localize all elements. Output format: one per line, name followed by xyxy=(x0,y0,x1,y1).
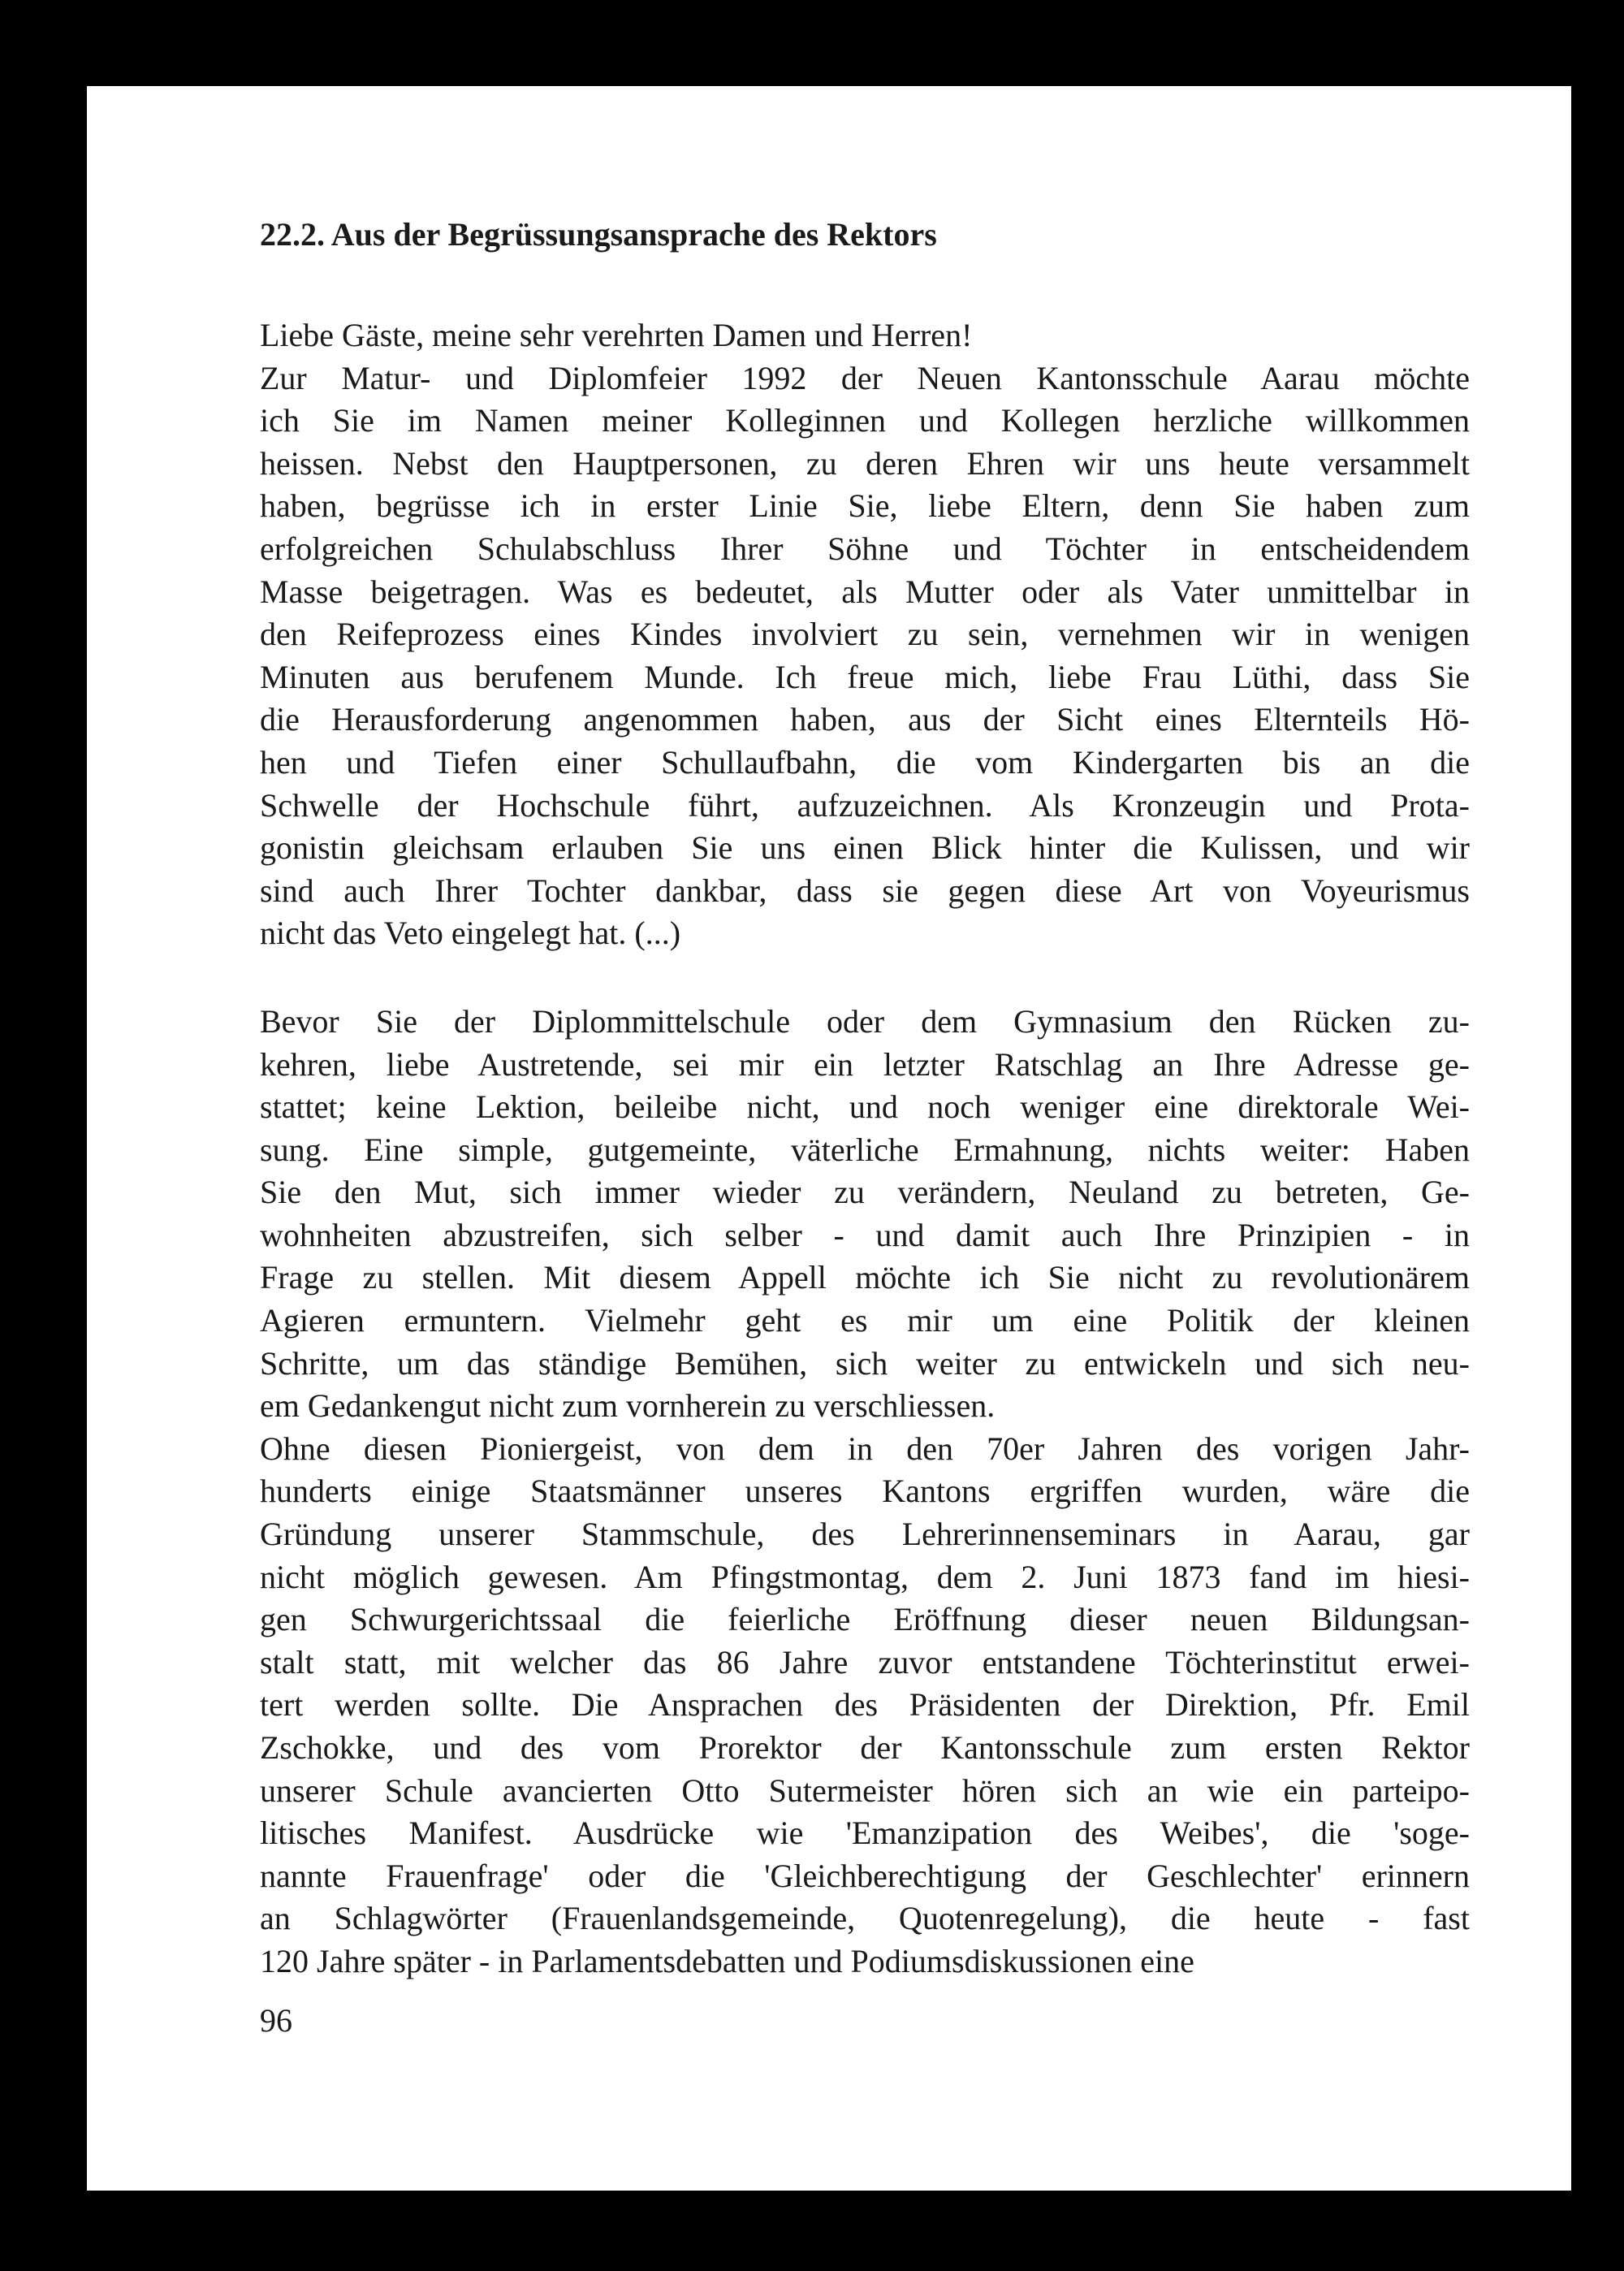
section-heading: 22.2. Aus der Begrüssungsansprache des Rektors xyxy=(260,216,937,253)
text-line: Bevor Sie der Diplommittelschule oder dem Gymnasium den Rücken zu- xyxy=(260,1002,1470,1040)
text-line: Masse beigetragen. Was es bedeutet, als Mutter oder als Vater unmittelbar in xyxy=(260,573,1470,610)
text-line: erfolgreichen Schulabschluss Ihrer Söhne und Töchter in entscheidendem xyxy=(260,530,1470,567)
text-line: Minuten aus berufenem Munde. Ich freue mich, liebe Frau Lüthi, dass Sie xyxy=(260,658,1470,695)
text-line: stattet; keine Lektion, beileibe nicht, und noch weniger eine direktorale Wei- xyxy=(260,1088,1470,1126)
text-line: unserer Schule avancierten Otto Sutermeister hören sich an wie ein parteipo- xyxy=(260,1771,1470,1809)
text-line: tert werden sollte. Die Ansprachen des Präsidenten der Direktion, Pfr. Emil xyxy=(260,1686,1470,1724)
text-line: litisches Manifest. Ausdrücke wie 'Emanzipation des Weibes', die 'soge- xyxy=(260,1815,1470,1852)
text-line: sung. Eine simple, gutgemeinte, väterliche Ermahnung, nichts weiter: Haben xyxy=(260,1131,1470,1168)
page-content xyxy=(260,214,1470,1983)
text-line: Zur Matur- und Diplomfeier 1992 der Neuen Kantonsschule Aarau möchte xyxy=(260,359,1470,396)
text-line: Frage zu stellen. Mit diesem Appell möchte ich Sie nicht zu revolutionärem xyxy=(260,1259,1470,1296)
page-number: 96 xyxy=(260,2002,292,2039)
text-line: Liebe Gäste, meine sehr verehrten Damen und Herren! xyxy=(260,317,973,353)
paragraph-history xyxy=(260,1428,1470,1983)
text-line: Gründung unserer Stammschule, des Lehrerinnenseminars in Aarau, gar xyxy=(260,1516,1470,1553)
text-line: nicht das Veto eingelegt hat. (...) xyxy=(260,915,681,952)
text-line: den Reifeprozess eines Kindes involviert zu sein, vernehmen wir in wenigen xyxy=(260,616,1470,653)
text-line: gonistin gleichsam erlauben Sie uns einen Blick hinter die Kulissen, und wir xyxy=(260,829,1470,867)
paragraph-greeting xyxy=(260,314,1470,955)
text-line: hen und Tiefen einer Schullaufbahn, die vom Kindergarten bis an die xyxy=(260,743,1470,781)
text-line: Ohne diesen Pioniergeist, von dem in den 70er Jahren des vorigen Jahr- xyxy=(260,1430,1470,1467)
text-line: nicht möglich gewesen. Am Pfingstmontag, dem 2. Juni 1873 fand im hiesi- xyxy=(260,1558,1470,1595)
text-line: hunderts einige Staatsmänner unseres Kantons ergriffen wurden, wäre die xyxy=(260,1473,1470,1510)
text-line: Agieren ermuntern. Vielmehr geht es mir um eine Politik der kleinen xyxy=(260,1302,1470,1339)
text-line: kehren, liebe Austretende, sei mir ein letzter Ratschlag an Ihre Adresse ge- xyxy=(260,1045,1470,1083)
text-line: die Herausforderung angenommen haben, aus der Sicht eines Elternteils Hö- xyxy=(260,701,1470,738)
text-line: gen Schwurgerichtssaal die feierliche Eröffnung dieser neuen Bildungsan- xyxy=(260,1601,1470,1638)
text-line: Sie den Mut, sich immer wieder zu verändern, Neuland zu betreten, Ge- xyxy=(260,1174,1470,1211)
text-line: ich Sie im Namen meiner Kolleginnen und Kollegen herzliche willkommen xyxy=(260,402,1470,439)
paragraph-advice xyxy=(260,1001,1470,1428)
text-line: stalt statt, mit welcher das 86 Jahre zuvor entstandene Töchterinstitut erwei- xyxy=(260,1643,1470,1681)
text-line: em Gedankengut nicht zum vornherein zu verschliessen. xyxy=(260,1387,996,1425)
heading-spacing xyxy=(260,256,1470,314)
text-line: an Schlagwörter (Frauenlandsgemeinde, Quotenregelung), die heute - fast xyxy=(260,1900,1470,1937)
text-line: sind auch Ihrer Tochter dankbar, dass sie gegen diese Art von Voyeurismus xyxy=(260,872,1470,909)
text-line: haben, begrüsse ich in erster Linie Sie, liebe Eltern, denn Sie haben zum xyxy=(260,487,1470,525)
text-line: wohnheiten abzustreifen, sich selber - und damit auch Ihre Prinzipien - in xyxy=(260,1216,1470,1253)
text-line: heissen. Nebst den Hauptpersonen, zu deren Ehren wir uns heute versammelt xyxy=(260,444,1470,482)
text-line: Schritte, um das ständige Bemühen, sich weiter zu entwickeln und sich neu- xyxy=(260,1344,1470,1382)
text-line: Schwelle der Hochschule führt, aufzuzeichnen. Als Kronzeugin und Prota- xyxy=(260,786,1470,824)
text-line: Zschokke, und des vom Prorektor der Kantonsschule zum ersten Rektor xyxy=(260,1729,1470,1766)
text-line: nannte Frauenfrage' oder die 'Gleichberechtigung der Geschlechter' erinnern xyxy=(260,1857,1470,1894)
paragraph-spacing xyxy=(260,955,1470,1001)
text-line: 120 Jahre später - in Parlamentsdebatten und Podiumsdiskussionen eine xyxy=(260,1942,1194,1979)
